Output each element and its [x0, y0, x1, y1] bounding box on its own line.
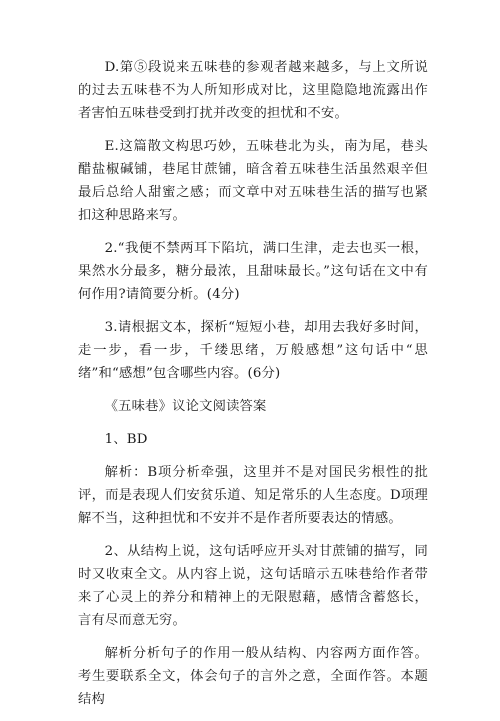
answer-2-paragraph: 2、从结构上说，这句话呼应开头对甘蔗铺的描写，同时又收束全文。从内容上说，这句话暗示五味巷给作者带来了心灵上的养分和精神上的无限慰藉，感情含蓄悠长，言有尽而意无穷。 [78, 544, 428, 628]
option-e-paragraph: E.这篇散文构思巧妙，五味巷北为头，南为尾，巷头醋盐椒碱铺，巷尾甘蔗铺，暗含着五味巷生活虽然艰辛但最后总给人甜蜜之感；而文章中对五味巷生活的描写也紧扣这种思路来写。 [78, 139, 428, 223]
option-d-paragraph: D.第⑤段说来五味巷的参观者越来越多，与上文所说的过去五味巷不为人所知形成对比，这里隐隐地流露出作者害怕五味巷受到打扰并改变的担忧和不安。 [78, 60, 428, 121]
answer-1-analysis-paragraph: 解析：B项分析牵强，这里并不是对国民劣根性的批评，而是表现人们安贫乐道、知足常乐的人生态度。D项理解不当，这种担忧和不安并不是作者所要表达的情感。 [78, 465, 428, 526]
question-3-paragraph: 3.请根据文本，探析“短短小巷，却用去我好多时间，走一步，看一步，千缕思绪，万般感想”这句话中“思绪”和“感想”包含哪些内容。(6分) [78, 320, 428, 381]
document-body [78, 56, 428, 721]
answer-1-paragraph: 1、BD [104, 432, 148, 447]
question-2-paragraph: 2.“我便不禁两耳下陷坑，满口生津，走去也买一根，果然水分最多，糖分最浓，且甜味最长。”这句话在文中有何作用?请简要分析。(4分) [78, 241, 428, 302]
answer-2-analysis-paragraph: 解析分析句子的作用一般从结构、内容两方面作答。考生要联系全文，体会句子的言外之意，全面作答。本题结构 [78, 646, 428, 707]
answer-section-heading: 《五味巷》议论文阅读答案 [104, 399, 267, 414]
